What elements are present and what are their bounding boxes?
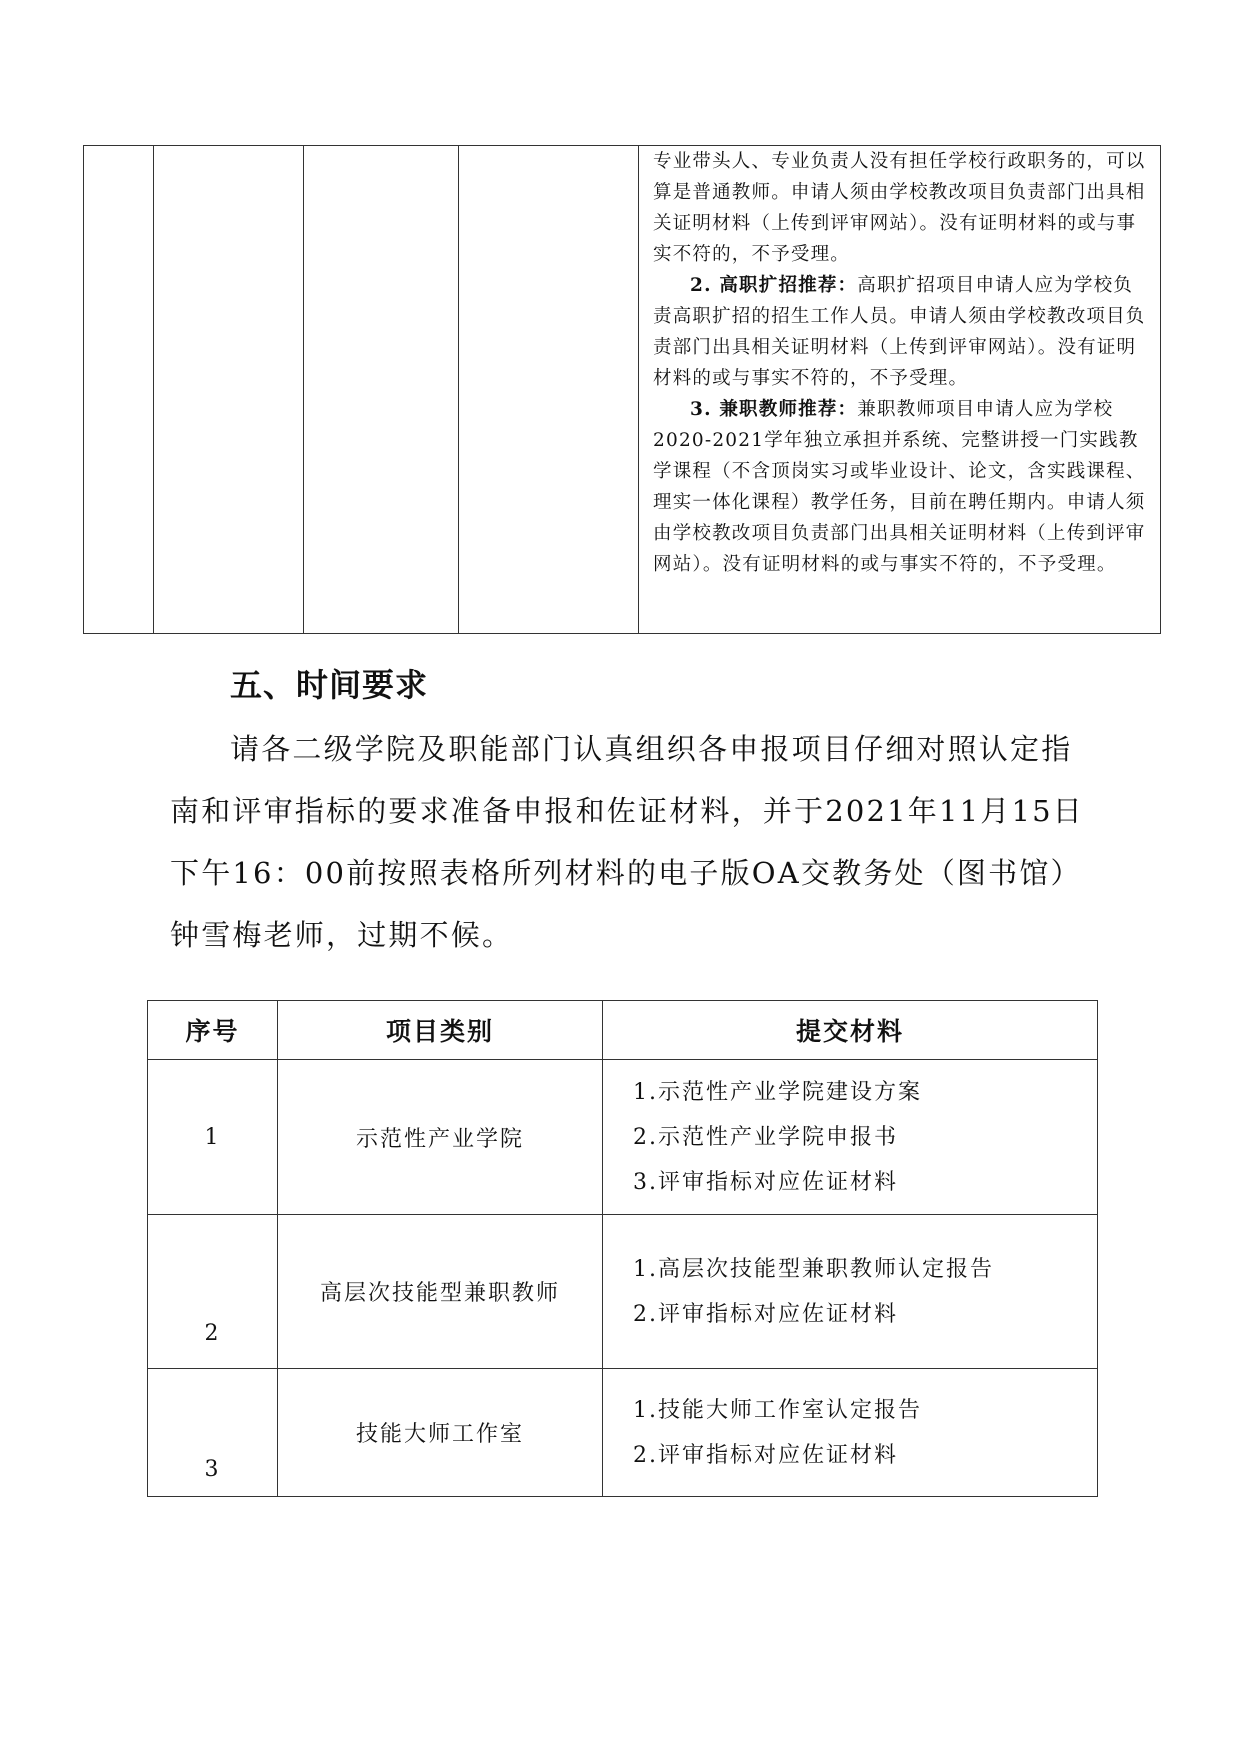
- empty-cell: [304, 146, 459, 634]
- material-item: 2.示范性产业学院申报书: [633, 1124, 898, 1150]
- row-number: 2: [148, 1215, 278, 1369]
- materials-table-header: [148, 1001, 1098, 1060]
- table-row: [148, 1369, 1098, 1497]
- row-category: 高层次技能型兼职教师: [278, 1215, 603, 1369]
- row-category: 技能大师工作室: [278, 1369, 603, 1497]
- notes-item-3: [653, 394, 1148, 580]
- section-paragraph: 请各二级学院及职能部门认真组织各申报项目仔细对照认定指南和评审指标的要求准备申报和佐证材料，并于2021年11月15日下午16：00前按照表格所列材料的电子版OA交教务处（图书馆）钟雪梅老师，过期不候。: [170, 732, 1085, 952]
- row-number: 1: [148, 1060, 278, 1215]
- row-materials: [603, 1369, 1098, 1497]
- empty-cell: [84, 146, 154, 634]
- notes-item-2-heading: 2. 高职扩招推荐：: [690, 275, 858, 296]
- material-item: 2.评审指标对应佐证材料: [633, 1442, 898, 1468]
- notes-item-2-text: 高职扩招项目申请人应为学校负责高职扩招的招生工作人员。申请人须由学校教改项目负责部门出具相关证明材料（上传到评审网站）。没有证明材料的或与事实不符的，不予受理。: [653, 275, 1146, 389]
- material-item: 1.高层次技能型兼职教师认定报告: [633, 1256, 994, 1282]
- material-item: 2.评审指标对应佐证材料: [633, 1301, 898, 1327]
- material-item: 1.技能大师工作室认定报告: [633, 1397, 922, 1423]
- section-title: 五、时间要求: [230, 666, 429, 704]
- notes-item-3-text: 兼职教师项目申请人应为学校2020-2021学年独立承担并系统、完整讲授一门实践教学课程（不含顶岗实习或毕业设计、论文，含实践课程、理实一体化课程）教学任务，目前在聘任期内。申请人须由学校教改项目负责部门出具相关证明材料（上传到评审网站）。没有证明材料的或与事实不符的，不予受理。: [653, 399, 1146, 575]
- row-category: 示范性产业学院: [278, 1060, 603, 1215]
- notes-intro: 专业带头人、专业负责人没有担任学校行政职务的，可以算是普通教师。申请人须由学校教改项目负责部门出具相关证明材料（上传到评审网站）。没有证明材料的或与事实不符的，不予受理。: [653, 151, 1146, 265]
- table-row: [148, 1060, 1098, 1215]
- continued-table: [83, 145, 1161, 634]
- notes-item-2: [653, 270, 1148, 394]
- table-row: [148, 1215, 1098, 1369]
- empty-cell: [154, 146, 304, 634]
- row-materials: [603, 1060, 1098, 1215]
- material-item: 3.评审指标对应佐证材料: [633, 1169, 898, 1195]
- requirements-notes-cell: [639, 146, 1161, 634]
- header-materials: 提交材料: [603, 1001, 1098, 1060]
- header-no: 序号: [148, 1001, 278, 1060]
- row-number: 3: [148, 1369, 278, 1497]
- empty-cell: [459, 146, 639, 634]
- row-materials: [603, 1215, 1098, 1369]
- notes-item-3-heading: 3. 兼职教师推荐：: [690, 399, 858, 420]
- header-category: 项目类别: [278, 1001, 603, 1060]
- materials-table: [147, 1000, 1098, 1497]
- material-item: 1.示范性产业学院建设方案: [633, 1079, 922, 1105]
